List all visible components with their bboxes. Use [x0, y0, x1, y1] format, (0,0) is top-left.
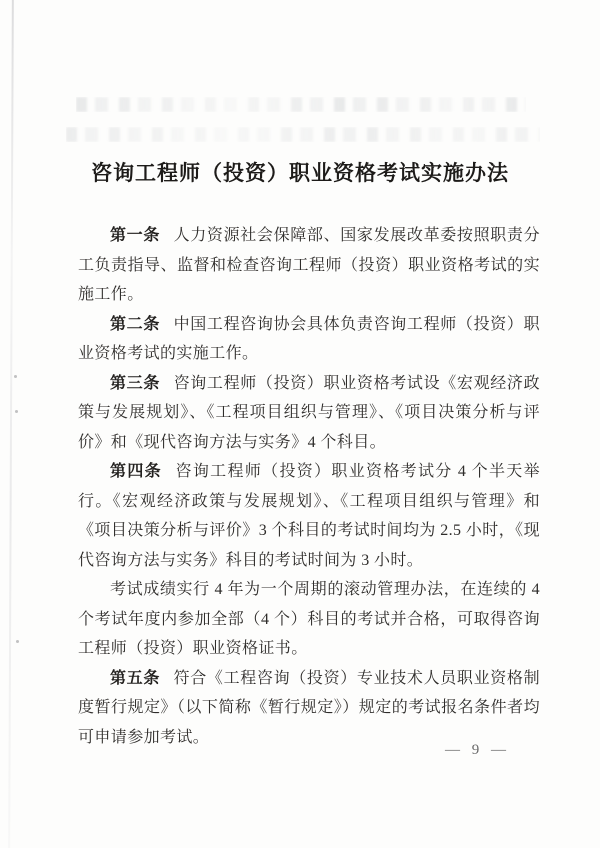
- paragraph-text: 咨询工程师（投资）职业资格考试分 4 个半天举行。《宏观经济政策与发展规划》、《工程项目组织与管理》和《项目决策分析与评价》3 个科目的考试时间均为 2.5 小时，《现代咨询方法与实务》科目的考试时间为 3 小时。: [78, 463, 540, 569]
- article-paragraph: [78, 221, 540, 310]
- page-number: — 9 —: [445, 742, 510, 758]
- article-number-label: 第五条: [110, 669, 160, 687]
- ink-bleed-through-line: [76, 97, 526, 112]
- scan-speck: [15, 410, 18, 413]
- article-paragraph: [78, 575, 540, 664]
- scan-speck: [14, 375, 17, 378]
- paragraph-text: 中国工程咨询协会具体负责咨询工程师（投资）职业资格考试的实施工作。: [78, 315, 540, 362]
- article-paragraph: [78, 310, 540, 369]
- scan-speck: [16, 640, 19, 643]
- scan-edge-shadow: [8, 0, 14, 848]
- paragraph-text: 考试成绩实行 4 年为一个周期的滚动管理办法，在连续的 4 个考试年度内参加全部（4 个）科目的考试并合格，可取得咨询工程师（投资）职业资格证书。: [78, 581, 540, 657]
- article-number-label: 第二条: [110, 315, 160, 333]
- paragraph-text: 人力资源社会保障部、国家发展改革委按照职责分工负责指导、监督和检查咨询工程师（投资）职业资格考试的实施工作。: [78, 227, 540, 303]
- article-paragraph: [78, 369, 540, 458]
- paragraph-text: 符合《工程咨询（投资）专业技术人员职业资格制度暂行规定》（以下简称《暂行规定》）规定的考试报名条件者均可申请参加考试。: [78, 669, 540, 746]
- paragraph-text: 咨询工程师（投资）职业资格考试设《宏观经济政策与发展规划》、《工程项目组织与管理》、《项目决策分析与评价》和《现代咨询方法与实务》4 个科目。: [78, 374, 540, 451]
- article-body: [78, 221, 540, 752]
- article-number-label: 第四条: [110, 463, 162, 480]
- article-paragraph: [78, 457, 540, 575]
- article-number-label: 第一条: [110, 227, 160, 244]
- article-paragraph: [78, 664, 540, 753]
- document-title: 咨询工程师（投资）职业资格考试实施办法: [91, 162, 509, 185]
- ink-bleed-through-line: [66, 127, 540, 142]
- article-number-label: 第三条: [110, 374, 160, 392]
